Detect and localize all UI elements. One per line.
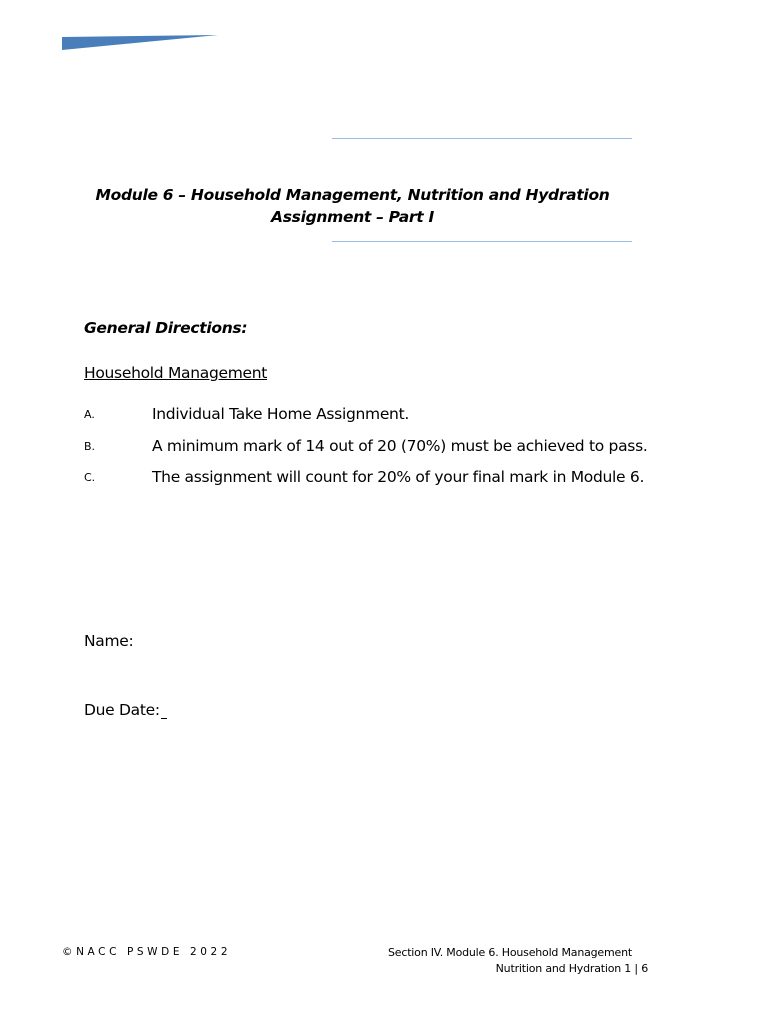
- due-date-blank-line: [161, 718, 167, 719]
- general-directions-heading: General Directions:: [84, 319, 248, 337]
- footer-copyright: ©NACC PSWDE 2022: [62, 946, 232, 958]
- household-management-heading: Household Management: [84, 364, 268, 382]
- header-banner-graphic: [62, 35, 222, 51]
- title-top-rule: [332, 138, 632, 139]
- list-item-text: A minimum mark of 14 out of 20 (70%) must be achieved to pass.: [152, 437, 648, 455]
- banner-wedge: [62, 35, 218, 50]
- footer-page-line: Nutrition and Hydration 1 | 6: [495, 962, 648, 975]
- title-line-1: Module 6 – Household Management, Nutrition and Hydration: [95, 186, 610, 204]
- title-bottom-rule: [332, 241, 632, 242]
- list-item-text: The assignment will count for 20% of your final mark in Module 6.: [152, 468, 645, 486]
- name-field-label: Name:: [84, 632, 134, 650]
- document-title: [60, 184, 645, 228]
- footer-section-line: Section IV. Module 6. Household Management: [388, 946, 632, 959]
- due-date-field-label: Due Date:: [84, 701, 160, 719]
- title-line-2: Assignment – Part I: [271, 208, 434, 226]
- list-item-letter: A.: [84, 408, 95, 421]
- list-item-text: Individual Take Home Assignment.: [152, 405, 409, 423]
- list-item-letter: C.: [84, 471, 96, 484]
- list-item-letter: B.: [84, 440, 96, 453]
